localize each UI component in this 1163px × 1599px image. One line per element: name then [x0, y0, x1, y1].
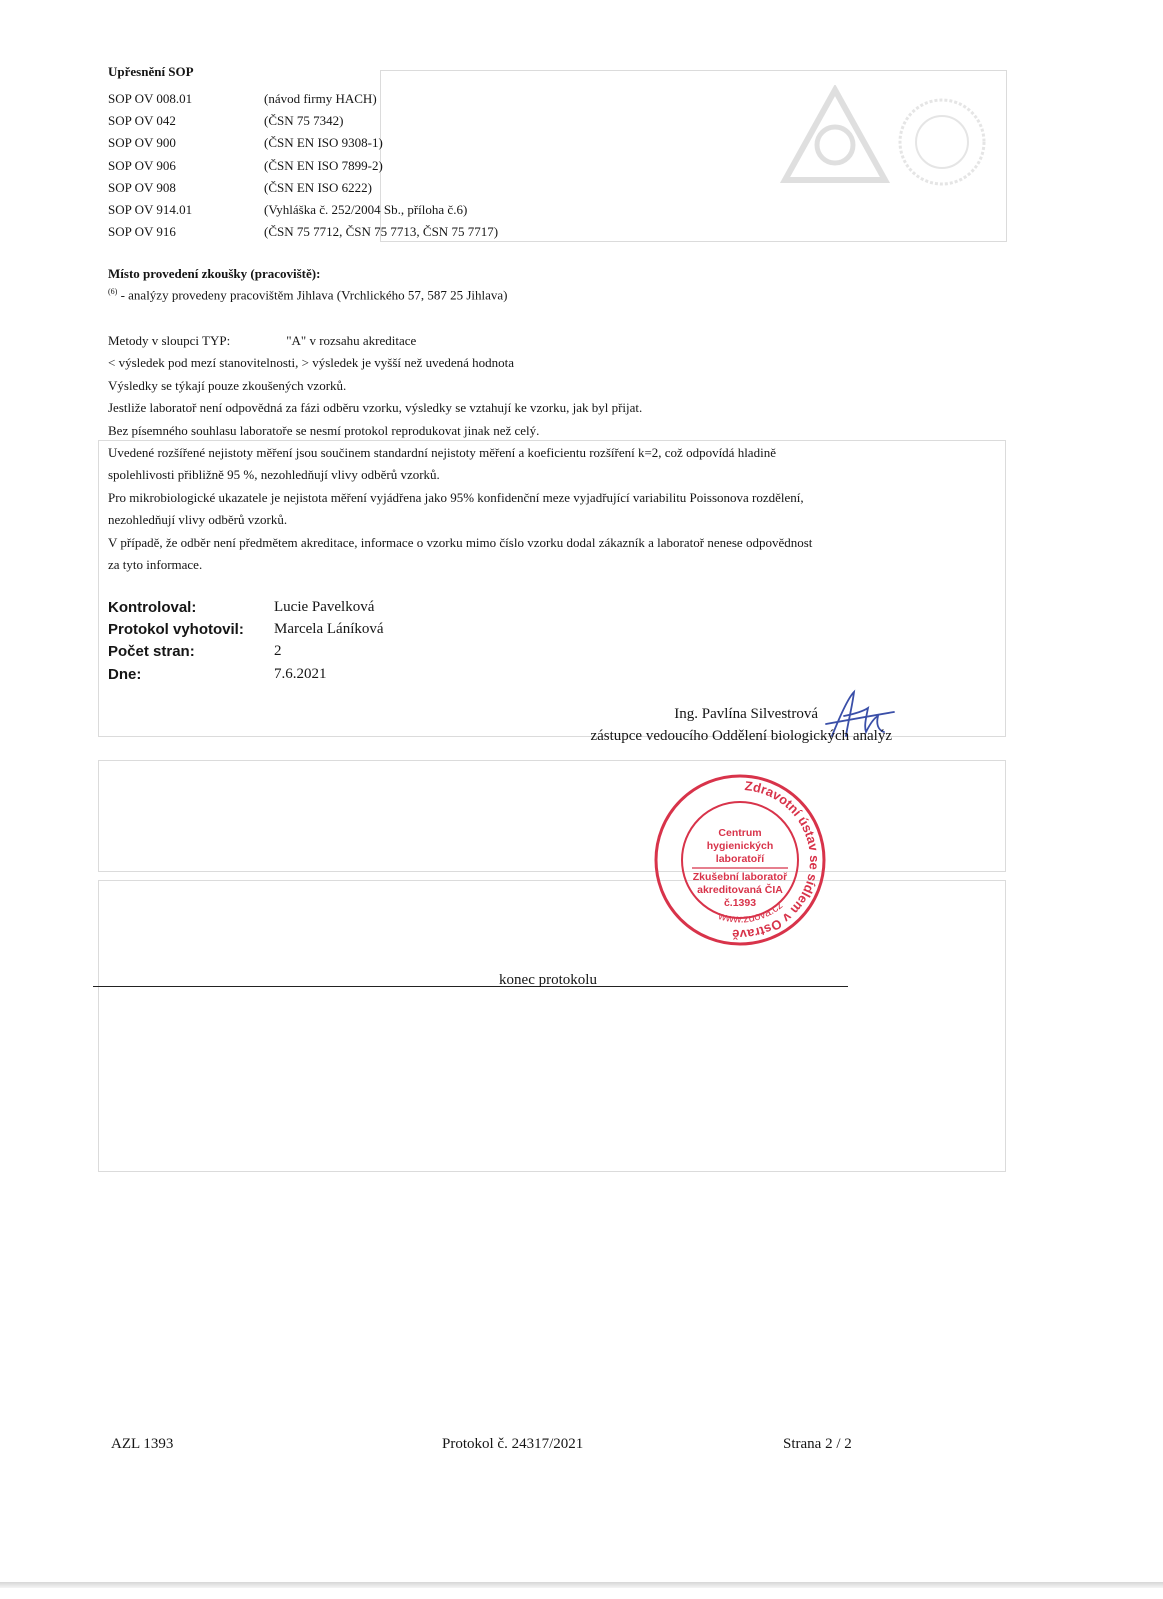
- stamp-url: www.zuova.cz: [716, 899, 786, 926]
- stamp-ring-text: Zdravotní ústav se sídlem v Ostravě: [731, 778, 823, 943]
- sop-list: [108, 88, 498, 243]
- signoff-block: [108, 596, 384, 686]
- approver-block: [520, 706, 892, 750]
- note-line: V případě, že odběr není předmětem akreditace, informace o vzorku mimo číslo vzorku dodal zákazník a laboratoř nenese odpovědnost: [108, 534, 813, 550]
- sop-reference: (ČSN EN ISO 7899-2): [264, 157, 383, 173]
- sop-row: [108, 110, 498, 132]
- note-line: Pro mikrobiologické ukazatele je nejistota měření vyjádřena jako 95% konfidenční meze vyjadřující variabilitu Poissonova rozdělení,: [108, 489, 804, 505]
- laboratory-stamp: [650, 770, 830, 950]
- note-line: spolehlivosti přibližně 95 %, nezohledňují vlivy odběrů vzorků.: [108, 467, 440, 483]
- prepared-label: Protokol vyhotovil:: [108, 621, 244, 639]
- note-line: nezohledňují vlivy odběrů vzorků.: [108, 512, 288, 528]
- sop-code: SOP OV 908: [108, 179, 176, 195]
- sop-reference: (ČSN 75 7342): [264, 113, 344, 129]
- sop-row: [108, 199, 498, 221]
- footer-protocol-number: Protokol č. 24317/2021: [442, 1436, 584, 1452]
- stamp-line: laboratoří: [715, 853, 765, 865]
- pages-label: Počet stran:: [108, 643, 195, 661]
- note-line: Jestliže laboratoř není odpovědná za fázi odběru vzorku, výsledky se vztahují ke vzorku, jak byl přijat.: [108, 400, 643, 416]
- note-line: Uvedené rozšířené nejistoty měření jsou součinem standardní nejistoty měření a koeficientu rozšíření k=2, což odpovídá hladině: [108, 445, 776, 461]
- sop-code: SOP OV 008.01: [108, 91, 193, 107]
- note-line: Výsledky se týkají pouze zkoušených vzorků.: [108, 377, 347, 393]
- sop-reference: (ČSN 75 7712, ČSN 75 7713, ČSN 75 7717): [264, 224, 499, 240]
- pages-value: 2: [274, 643, 282, 660]
- methods-value: "A" v rozsahu akreditace: [286, 333, 417, 348]
- showthrough-table2-box: [98, 880, 1006, 1172]
- sop-code: SOP OV 042: [108, 113, 176, 129]
- date-value: 7.6.2021: [274, 665, 327, 682]
- testing-place-description: - analýzy provedeny pracovištěm Jihlava (Vrchlického 57, 587 25 Jihlava): [117, 287, 508, 303]
- testing-place-title: Místo provedení zkoušky (pracoviště):: [108, 266, 321, 281]
- end-of-protocol: konec protokolu: [499, 972, 597, 988]
- methods-label: Metody v sloupci TYP:: [108, 333, 231, 348]
- methods-note: [108, 330, 938, 352]
- stamp-line: č.1393: [723, 897, 757, 909]
- checked-label: Kontroloval:: [108, 598, 197, 616]
- note-line: Bez písemného souhlasu laboratoře se nesmí protokol reprodukovat jinak než celý.: [108, 422, 540, 438]
- sop-row: [108, 177, 498, 199]
- showthrough-table-box: [98, 760, 1006, 872]
- sop-section-title: Upřesnění SOP: [108, 64, 194, 79]
- sop-code: SOP OV 914.01: [108, 202, 193, 218]
- scan-edge: [0, 1582, 1163, 1588]
- approver-name: Ing. Pavlína Silvestrová: [674, 706, 818, 722]
- checked-value: Lucie Pavelková: [274, 598, 375, 615]
- stamp-line: Centrum: [718, 827, 762, 839]
- sop-reference: (návod firmy HACH): [264, 91, 377, 107]
- sop-row: [108, 221, 498, 243]
- stamp-line: Zkušební laboratoř: [692, 871, 788, 883]
- sop-reference: (ČSN EN ISO 6222): [264, 179, 372, 195]
- sop-code: SOP OV 900: [108, 135, 176, 151]
- footnote-marker: (6): [108, 287, 118, 296]
- note-line: za tyto informace.: [108, 557, 203, 573]
- sop-code: SOP OV 906: [108, 157, 176, 173]
- testing-place-text: [108, 287, 508, 303]
- approver-role: zástupce vedoucího Oddělení biologických analýz: [590, 728, 892, 744]
- signoff-row-checked: [108, 596, 384, 618]
- signoff-row-pages: [108, 641, 384, 663]
- footer-lab-id: AZL 1393: [111, 1436, 174, 1452]
- sop-reference: (ČSN EN ISO 9308-1): [264, 135, 383, 151]
- sop-code: SOP OV 916: [108, 224, 176, 240]
- footer-page-number: Strana 2 / 2: [783, 1436, 852, 1452]
- sop-reference: (Vyhláška č. 252/2004 Sb., příloha č.6): [264, 202, 468, 218]
- stamp-line: akreditovaná ČIA: [697, 884, 783, 896]
- date-label: Dne:: [108, 665, 142, 683]
- sop-row: [108, 132, 498, 154]
- stamp-line: hygienických: [706, 840, 774, 852]
- signoff-row-date: [108, 663, 384, 685]
- protocol-notes: [108, 330, 938, 576]
- note-line: < výsledek pod mezí stanovitelnosti, > výsledek je vyšší než uvedená hodnota: [108, 355, 515, 371]
- sop-row: [108, 88, 498, 110]
- signoff-row-prepared: [108, 618, 384, 640]
- sop-row: [108, 155, 498, 177]
- prepared-value: Marcela Láníková: [274, 621, 384, 638]
